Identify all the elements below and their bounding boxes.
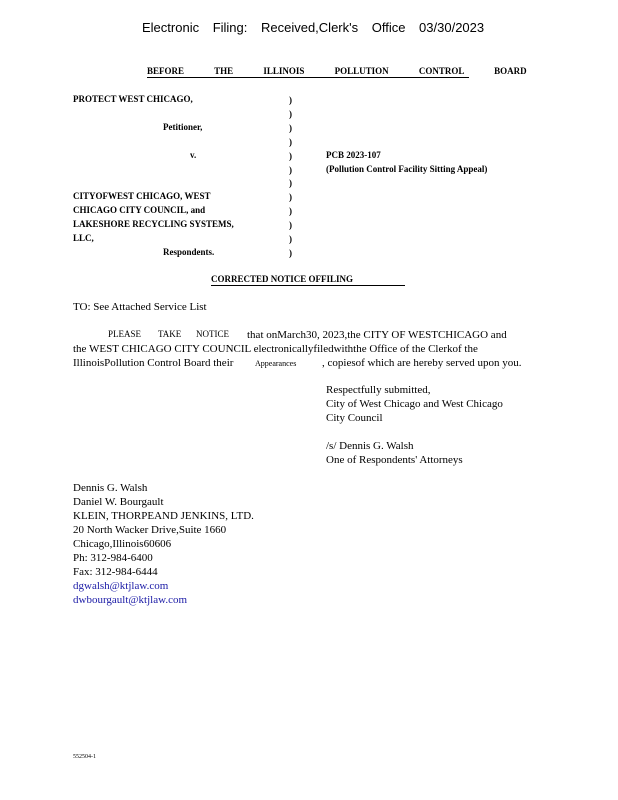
body-please: PLEASE (108, 329, 142, 339)
efiling-stamp: Electronic Filing: Received,Clerk's Office 03/30/2023 (142, 20, 485, 35)
notice-title: CORRECTED NOTICE OFFILING (211, 274, 354, 284)
body-line-3a: IllinoisPollution Control Board their (73, 357, 234, 369)
notice-title-underline (211, 285, 405, 286)
respondent-role: Respondents. (163, 247, 215, 257)
respondent-line-2: CHICAGO CITY COUNCIL, and (73, 205, 206, 215)
body-take: TAKE (158, 329, 182, 339)
board-heading: BEFORE THE ILLINOIS POLLUTION CONTROL BOARD (147, 66, 527, 76)
email-link-1[interactable]: dgwalsh@ktjlaw.com (73, 580, 169, 592)
respondent-line-1: CITYOFWEST CHICAGO, WEST (73, 191, 211, 201)
signature-line-1: Respectfully submitted, (326, 384, 431, 396)
petitioner-name: PROTECT WEST CHICAGO, (73, 94, 193, 104)
petitioner-role: Petitioner, (163, 122, 203, 132)
body-line-1: that onMarch30, 2023,the CITY OF WESTCHICAGO and (247, 329, 507, 341)
attorney-name-1: Dennis G. Walsh (73, 482, 148, 494)
to-line: TO: See Attached Service List (73, 301, 207, 313)
board-heading-underline (147, 77, 469, 78)
email-link-2[interactable]: dwbourgault@ktjlaw.com (73, 594, 188, 606)
law-firm: KLEIN, THORPEAND JENKINS, LTD. (73, 510, 254, 522)
respondent-line-3: LAKESHORE RECYCLING SYSTEMS, (73, 219, 234, 229)
body-line-2: the WEST CHICAGO CITY COUNCIL electronicallyfiledwiththe Office of the Clerkof the (73, 343, 478, 355)
body-line-3c: , copiesof which are hereby served upon you. (322, 357, 522, 369)
attorney-name-2: Daniel W. Bourgault (73, 496, 164, 508)
case-type: (Pollution Control Facility Sitting Appeal) (326, 164, 488, 174)
document-id: 552504-1 (73, 754, 96, 760)
body-notice: NOTICE (196, 329, 229, 339)
fax: Fax: 312-984-6444 (73, 566, 158, 578)
signature-line-4: /s/ Dennis G. Walsh (326, 440, 414, 452)
phone: Ph: 312-984-6400 (73, 552, 153, 564)
body-appearances: Appearances (255, 359, 297, 368)
respondent-line-4: LLC, (73, 233, 94, 243)
signature-line-5: One of Respondents' Attorneys (326, 454, 463, 466)
versus: v. (190, 150, 197, 160)
address-line-1: 20 North Wacker Drive,Suite 1660 (73, 524, 227, 536)
case-number: PCB 2023-107 (326, 150, 381, 160)
address-line-2: Chicago,Illinois60606 (73, 538, 172, 550)
signature-line-3: City Council (326, 412, 383, 424)
caption-parentheses: ) ) ) ) ) ) ) ) ) ) ) ) (289, 95, 292, 258)
signature-line-2: City of West Chicago and West Chicago (326, 398, 503, 410)
